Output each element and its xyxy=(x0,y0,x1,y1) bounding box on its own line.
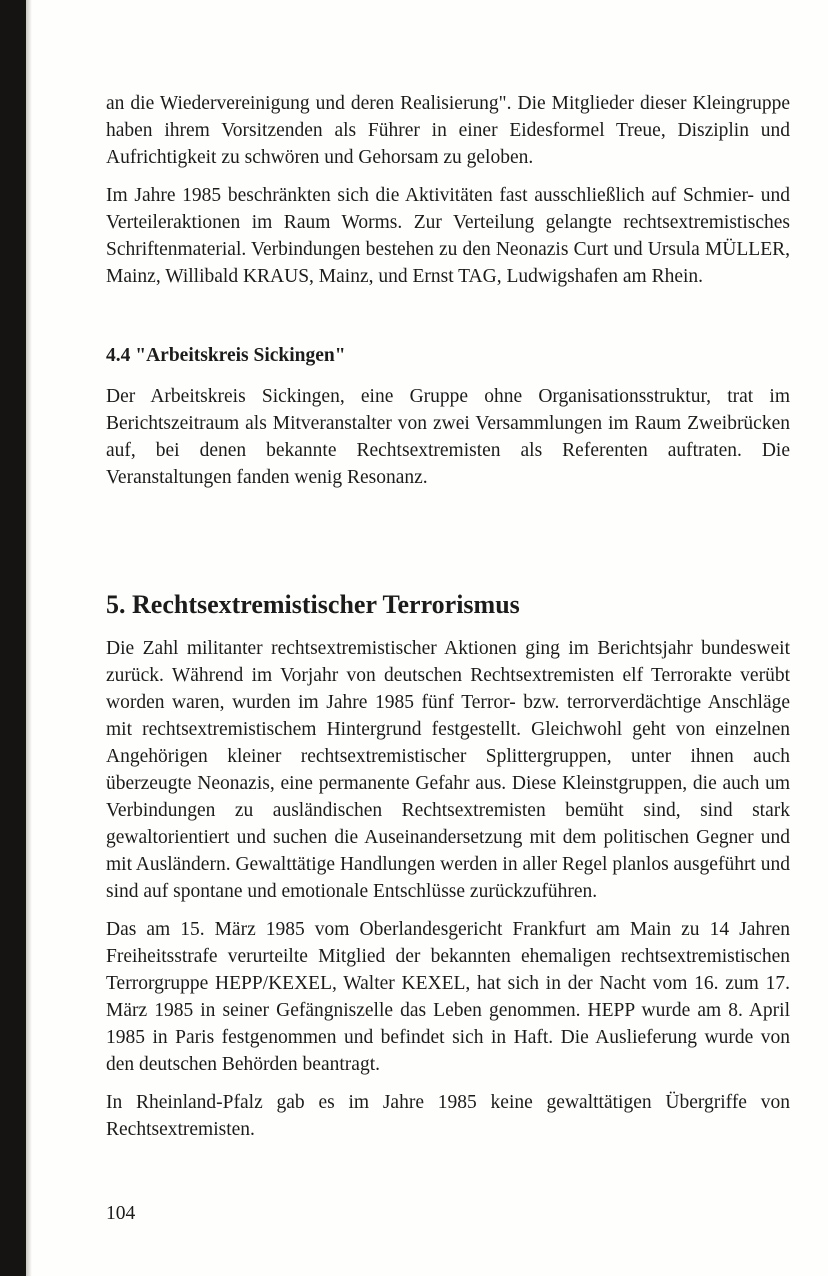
paragraph-continuation: an die Wiedervereinigung und deren Realisierung". Die Mitglieder dieser Kleingruppe haben ihrem Vorsitzenden als Führer in einer Eidesformel Treue, Disziplin und Aufrichtigkeit zu schwören und Gehorsam zu geloben. xyxy=(106,93,790,168)
paragraph-worms-activities: Im Jahre 1985 beschränkten sich die Aktivitäten fast ausschließlich auf Schmier- und Verteileraktionen im Raum Worms. Zur Verteilung gelangte rechtsextremistisches Schriftenmaterial. Verbindungen bestehen zu den Neonazis Curt und Ursula MÜLLER, Mainz, Willibald KRAUS, Mainz, und Ernst TAG, Ludwigshafen am Rhein. xyxy=(106,185,790,287)
book-binding-edge xyxy=(0,0,26,1276)
subsection-heading: 4.4 "Arbeitskreis Sickingen" xyxy=(106,345,346,366)
paragraph-arbeitskreis-sickingen: Der Arbeitskreis Sickingen, eine Gruppe ohne Organisationsstruktur, trat im Berichtszeitraum als Mitveranstalter von zwei Versammlungen im Raum Zweibrücken auf, bei denen bekannte Rechtsextremisten als Referenten auftraten. Die Veranstaltungen fanden wenig Resonanz. xyxy=(106,386,790,488)
paragraph-militant-actions: Die Zahl militanter rechtsextremistischer Aktionen ging im Berichtsjahr bundesweit zurück. Während im Vorjahr von deutschen Rechtsextremisten elf Terrorakte verübt worden waren, wurden im Jahre 1985 fünf Terror- bzw. terrorverdächtige Anschläge mit rechtsextremistischem Hintergrund festgestellt. Gleichwohl geht von einzelnen Angehörigen kleiner rechtsextremistischer Splittergruppen, unter ihnen auch überzeugte Neonazis, eine permanente Gefahr aus. Diese Kleinstgruppen, die auch um Verbindungen zu ausländischen Rechtsextremisten bemüht sind, sind stark gewaltorientiert und suchen die Auseinandersetzung mit dem politischen Gegner und mit Ausländern. Gewalttätige Handlungen werden in aller Regel planlos ausgeführt und sind auf spontane und emotionale Entschlüsse zurückzuführen. xyxy=(106,638,790,902)
section-heading: 5. Rechtsextremistischer Terrorismus xyxy=(106,590,520,619)
page-number: 104 xyxy=(106,1203,136,1224)
binding-shadow xyxy=(26,0,32,1276)
paragraph-hepp-kexel: Das am 15. März 1985 vom Oberlandesgericht Frankfurt am Main zu 14 Jahren Freiheitsstrafe verurteilte Mitglied der bekannten ehemaligen rechtsextremistischen Terrorgruppe HEPP/KEXEL, Walter KEXEL, hat sich in der Nacht vom 16. zum 17. März 1985 in seiner Gefängniszelle das Leben genommen. HEPP wurde am 8. April 1985 in Paris festgenommen und befindet sich in Haft. Die Auslieferung wurde von den deutschen Behörden beantragt. xyxy=(106,919,790,1075)
page-content xyxy=(106,90,790,1154)
paragraph-rheinland-pfalz: In Rheinland-Pfalz gab es im Jahre 1985 keine gewalttätigen Übergriffe von Rechtsextremisten. xyxy=(106,1092,790,1140)
